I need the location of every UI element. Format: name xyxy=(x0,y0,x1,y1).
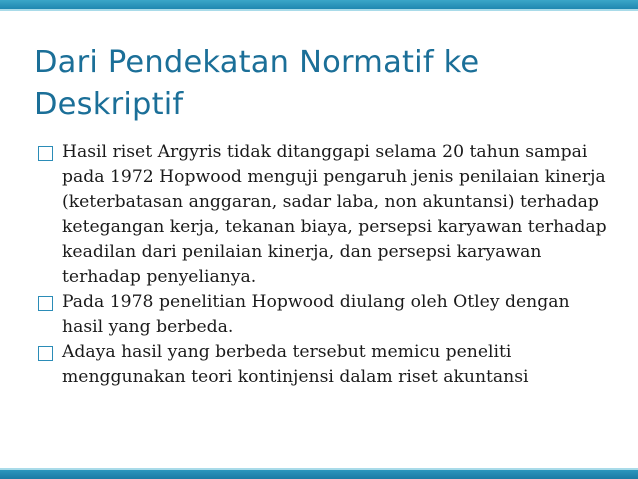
bottom-accent-bar xyxy=(0,470,638,479)
bullet-list xyxy=(38,140,608,390)
top-accent-line xyxy=(0,9,638,11)
checkbox-bullet-icon xyxy=(38,346,53,361)
bullet-text: Adaya hasil yang berbeda tersebut memicu peneliti menggunakan teori kontinjensi dalam riset akuntansi xyxy=(62,342,529,387)
slide-title: Dari Pendekatan Normatif ke Deskriptif xyxy=(34,45,480,122)
bullet-item xyxy=(38,340,608,390)
checkbox-bullet-icon xyxy=(38,296,53,311)
top-accent-bar xyxy=(0,0,638,9)
bullet-text: Hasil riset Argyris tidak ditanggapi selama 20 tahun sampai pada 1972 Hopwood menguji pengaruh jenis penilaian kinerja (keterbatasan anggaran, sadar laba, non akuntansi) terhadap ketegangan kerja, tekanan biaya, persepsi karyawan terhadap keadilan dari penilaian kinerja, dan persepsi karyawan terhadap penyelianya. xyxy=(62,142,607,287)
bullet-text: Pada 1978 penelitian Hopwood diulang oleh Otley dengan hasil yang berbeda. xyxy=(62,292,570,337)
checkbox-bullet-icon xyxy=(38,146,53,161)
bullet-item xyxy=(38,290,608,340)
bullet-item xyxy=(38,140,608,290)
